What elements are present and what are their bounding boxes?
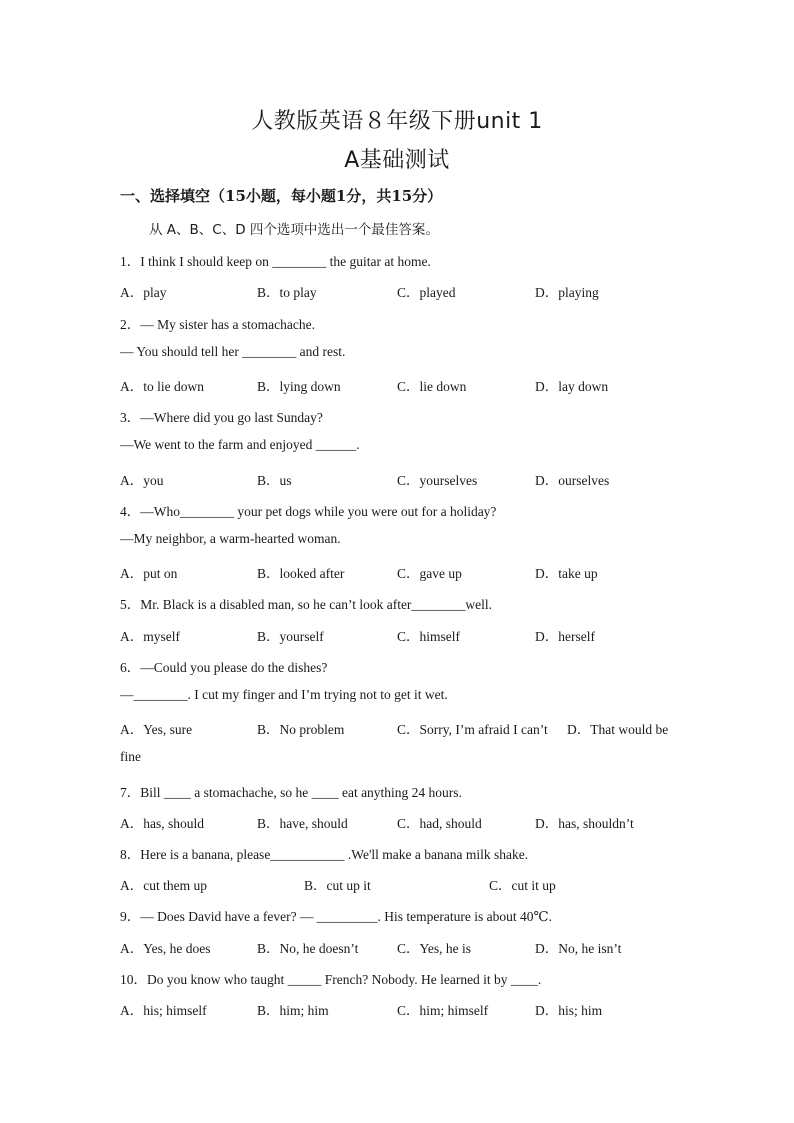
q3-option-d: D．ourselves	[535, 473, 610, 488]
q1-option-b: B．to play	[257, 285, 317, 300]
q8-option-c: C．cut it up	[489, 878, 556, 893]
q5-option-c: C．himself	[397, 629, 460, 644]
q2-option-d: D．lay down	[535, 379, 609, 394]
question-3-line-2: —We went to the farm and enjoyed ______.	[120, 437, 360, 452]
question-4-line-2: —My neighbor, a warm-hearted woman.	[120, 531, 341, 546]
page-subtitle: A基础测试	[344, 148, 450, 173]
q4-option-c: C．gave up	[397, 566, 462, 581]
section-heading: 一、选择填空（15小题，每小题1分，共15分）	[120, 187, 443, 205]
q8-option-a: A．cut them up	[120, 878, 207, 893]
section-instruction: 从 A、B、C、D 四个选项中选出一个最佳答案。	[149, 222, 439, 238]
q7-option-c: C．had, should	[397, 816, 482, 831]
q10-option-c: C．him; himself	[397, 1003, 489, 1018]
q10-option-a: A．his; himself	[120, 1003, 207, 1018]
q7-option-b: B．have, should	[257, 816, 348, 831]
question-4-stem: 4．—Who________ your pet dogs while you were out for a holiday?	[120, 504, 497, 519]
question-8-stem: 8．Here is a banana, please___________ .We'll make a banana milk shake.	[120, 847, 529, 862]
q1-option-a: A．play	[120, 285, 167, 300]
question-1-stem: 1．I think I should keep on ________ the guitar at home.	[120, 254, 431, 269]
q1-option-c: C．played	[397, 285, 456, 300]
question-2-line-2: — You should tell her ________ and rest.	[120, 344, 346, 359]
q10-option-d: D．his; him	[535, 1003, 603, 1018]
q4-option-a: A．put on	[120, 566, 178, 581]
q9-option-c: C．Yes, he is	[397, 941, 472, 956]
q6-option-b: B．No problem	[257, 722, 345, 737]
q10-option-b: B．him; him	[257, 1003, 329, 1018]
q6-option-a: A．Yes, sure	[120, 722, 193, 737]
q8-option-b: B．cut up it	[304, 878, 371, 893]
question-5-stem: 5．Mr. Black is a disabled man, so he can’t look after________well.	[120, 597, 493, 612]
page-title: 人教版英语８年级下册unit 1	[251, 109, 543, 134]
q2-option-c: C．lie down	[397, 379, 467, 394]
q6-option-c: C．Sorry, I’m afraid I can’t	[397, 722, 548, 737]
q3-option-a: A．you	[120, 473, 164, 488]
question-6-line-2: —________. I cut my finger and I’m trying not to get it wet.	[120, 687, 448, 702]
question-7-stem: 7．Bill ____ a stomachache, so he ____ eat anything 24 hours.	[120, 785, 462, 800]
q4-option-d: D．take up	[535, 566, 598, 581]
q9-option-d: D．No, he isn’t	[535, 941, 622, 956]
q1-option-d: D．playing	[535, 285, 599, 300]
q7-option-a: A．has, should	[120, 816, 204, 831]
q5-option-d: D．herself	[535, 629, 595, 644]
q4-option-b: B．looked after	[257, 566, 345, 581]
question-9-stem: 9．— Does David have a fever? — _________. His temperature is about 40℃.	[120, 909, 552, 924]
question-2-stem: 2．— My sister has a stomachache.	[120, 317, 315, 332]
q3-option-b: B．us	[257, 473, 292, 488]
question-6-stem: 6．—Could you please do the dishes?	[120, 660, 328, 675]
q2-option-b: B．lying down	[257, 379, 341, 394]
question-3-stem: 3．—Where did you go last Sunday?	[120, 410, 323, 425]
q6-option-d-wrap: fine	[120, 749, 141, 764]
q3-option-c: C．yourselves	[397, 473, 478, 488]
q6-option-d: D．That would be	[567, 722, 669, 737]
q9-option-b: B．No, he doesn’t	[257, 941, 359, 956]
q7-option-d: D．has, shouldn’t	[535, 816, 634, 831]
q5-option-b: B．yourself	[257, 629, 324, 644]
question-10-stem: 10．Do you know who taught _____ French? Nobody. He learned it by ____.	[120, 972, 542, 987]
q9-option-a: A．Yes, he does	[120, 941, 211, 956]
q5-option-a: A．myself	[120, 629, 180, 644]
q2-option-a: A．to lie down	[120, 379, 204, 394]
